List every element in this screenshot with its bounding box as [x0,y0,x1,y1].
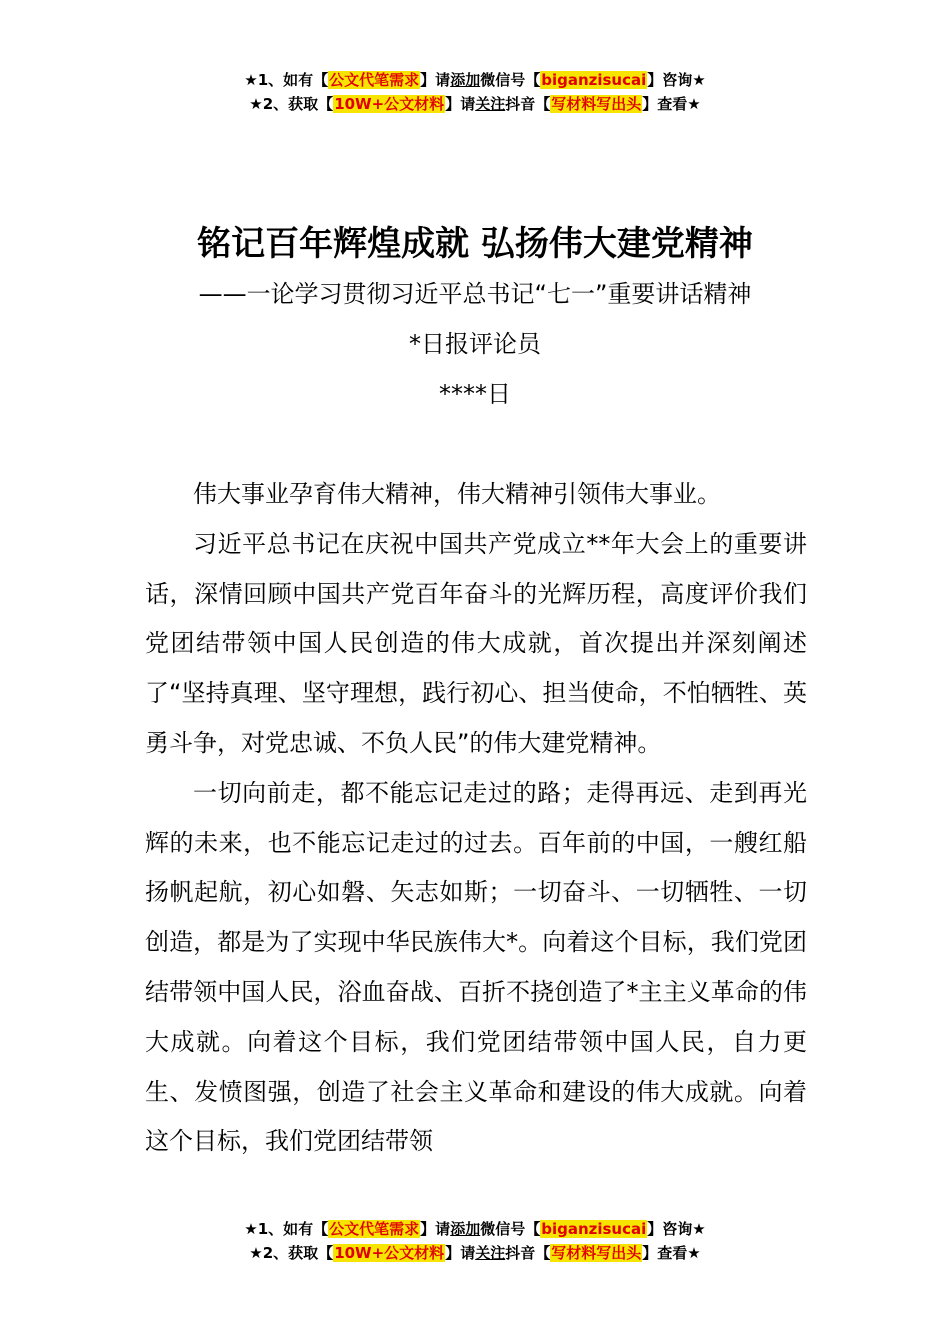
promo-text: 】请 [445,1244,476,1262]
promo-highlight: 公文代笔需求 [329,1220,420,1238]
article-title: 铭记百年辉煌成就 弘扬伟大建党精神 [197,224,753,264]
promo-banner-bottom [0,1217,950,1265]
promo-text: 】请 [420,71,451,89]
promo-text: 】咨询★ [647,71,706,89]
promo-line-2 [0,1241,950,1265]
promo-text: ★2、获取【 [249,95,334,113]
promo-highlight: biganzisucai [541,1220,647,1238]
promo-text: 】查看★ [642,95,701,113]
promo-highlight: 公文代笔需求 [329,71,420,89]
promo-highlight: biganzisucai [541,71,647,89]
promo-text: ★1、如有【 [244,71,329,89]
paragraph: 习近平总书记在庆祝中国共产党成立**年大会上的重要讲话，深情回顾中国共产党百年奋斗的光辉历程，高度评价我们党团结带领中国人民创造的伟大成就，首次提出并深刻阐述了“坚持真理、坚守理想，践行初心、担当使命，不怕牺牲、英勇斗争，对党忠诚、不负人民”的伟大建党精神。 [145,529,807,757]
promo-underlined: 添加 [450,71,481,89]
promo-text: 抖音【 [505,95,551,113]
promo-line-1 [0,1217,950,1241]
promo-text: 】请 [420,1220,451,1238]
article-byline: *日报评论员 [409,330,541,358]
paragraph: 伟大事业孕育伟大精神，伟大精神引领伟大事业。 [193,480,721,508]
promo-text: 微信号【 [480,1220,541,1238]
promo-line-1 [0,68,950,92]
promo-line-2 [0,92,950,116]
promo-text: 微信号【 [480,71,541,89]
promo-highlight: 10W+公文材料 [334,1244,445,1262]
promo-text: 】查看★ [642,1244,701,1262]
promo-highlight: 写材料写出头 [551,95,642,113]
article-date: ****日 [439,380,511,408]
promo-banner-top [0,68,950,116]
promo-underlined: 关注 [475,1244,506,1262]
promo-text: 】请 [445,95,476,113]
promo-highlight: 写材料写出头 [551,1244,642,1262]
article-body [145,470,807,1167]
promo-text: ★2、获取【 [249,1244,334,1262]
promo-underlined: 添加 [450,1220,481,1238]
promo-text: ★1、如有【 [244,1220,329,1238]
article-subtitle: ——一论学习贯彻习近平总书记“七一”重要讲话精神 [198,280,752,308]
promo-underlined: 关注 [475,95,506,113]
promo-text: 】咨询★ [647,1220,706,1238]
paragraph: 一切向前走，都不能忘记走过的路；走得再远、走到再光辉的未来，也不能忘记走过的过去。百年前的中国，一艘红船扬帆起航，初心如磐、矢志如斯；一切奋斗、一切牺牲、一切创造，都是为了实现中华民族伟大*。向着这个目标，我们党团结带领中国人民，浴血奋战、百折不挠创造了*主主义革命的伟大成就。向着这个目标，我们党团结带领中国人民，自力更生、发愤图强，创造了社会主义革命和建设的伟大成就。向着这个目标，我们党团结带领 [145,778,807,1156]
promo-highlight: 10W+公文材料 [334,95,445,113]
promo-text: 抖音【 [505,1244,551,1262]
